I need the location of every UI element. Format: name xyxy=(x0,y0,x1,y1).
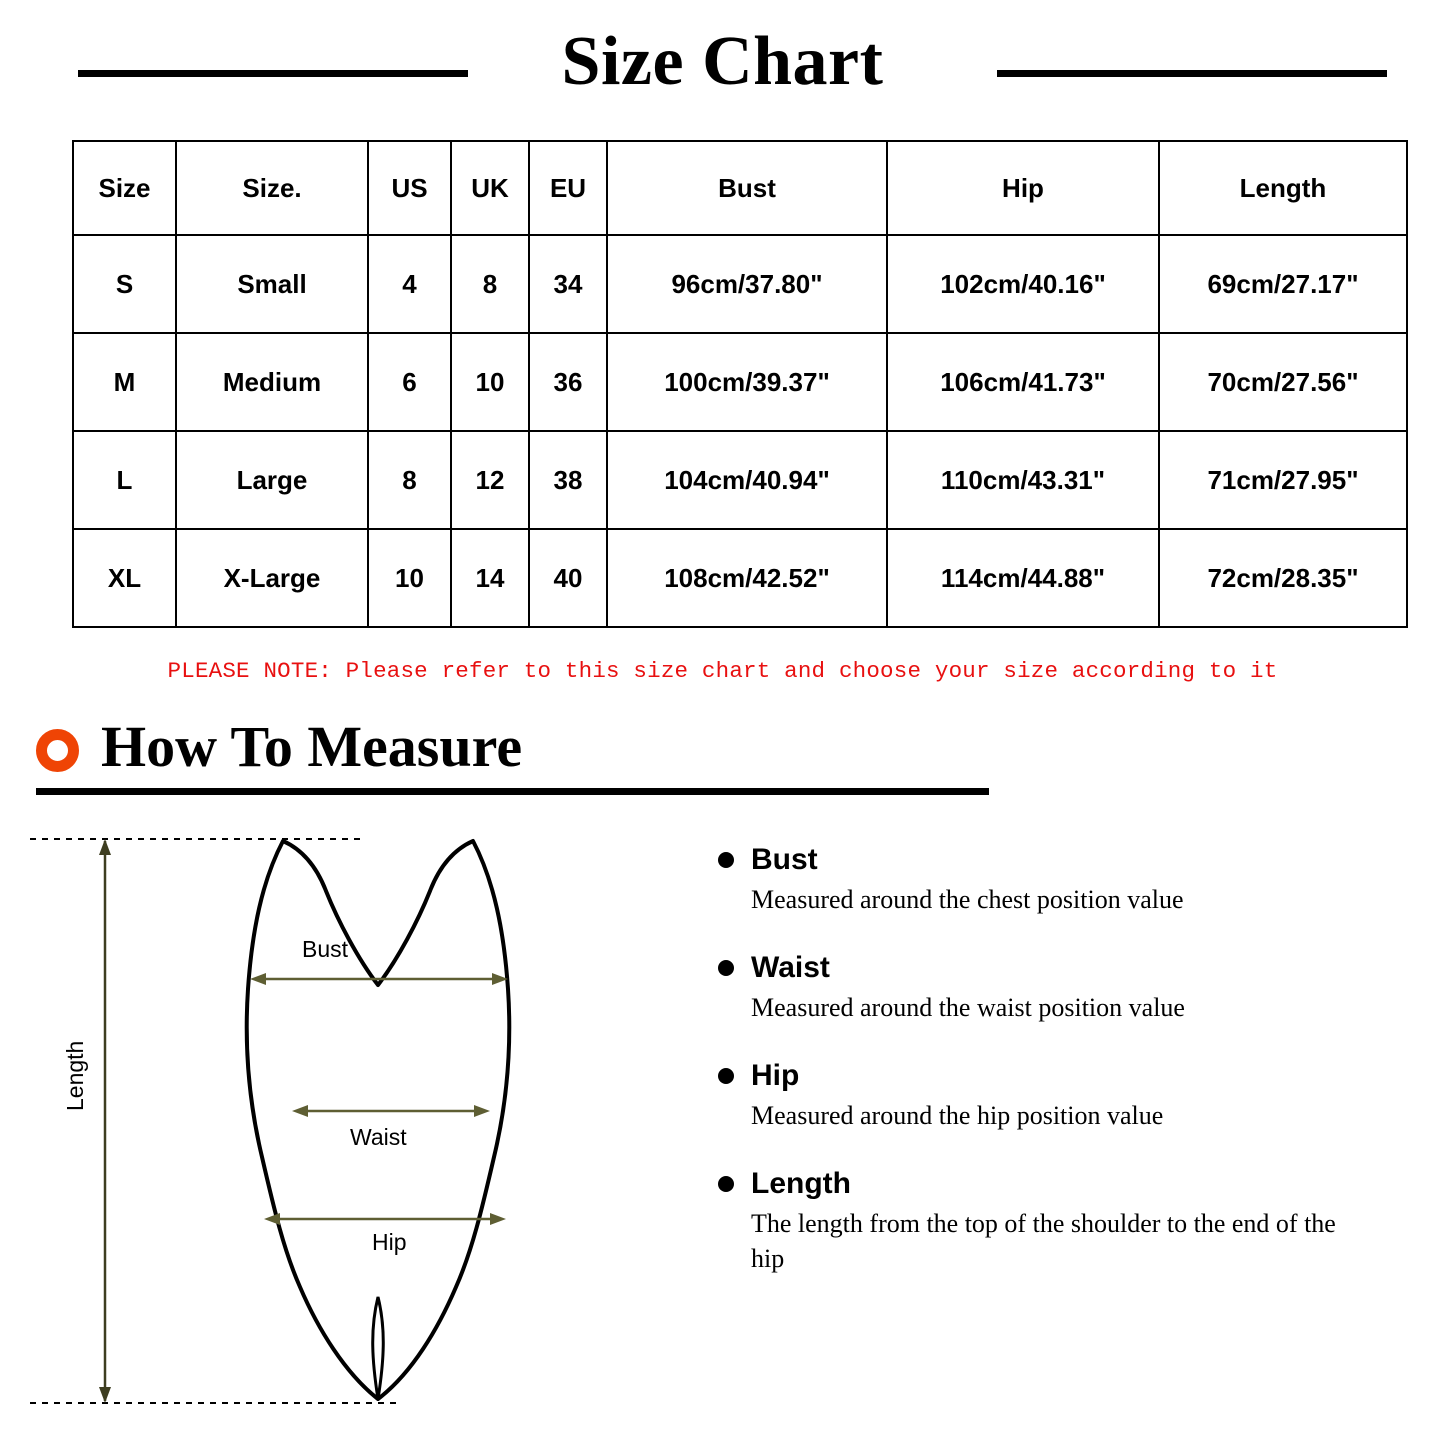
cell-us: 6 xyxy=(368,333,451,431)
column-header-eu: EU xyxy=(529,141,607,235)
cell-size: XL xyxy=(73,529,176,627)
diagram-label-length: Length xyxy=(62,1040,88,1111)
cell-length: 71cm/27.95" xyxy=(1159,431,1407,529)
list-item xyxy=(718,951,1445,1025)
cell-us: 10 xyxy=(368,529,451,627)
list-item xyxy=(718,1167,1445,1276)
column-header-hip: Hip xyxy=(887,141,1159,235)
bullet-dot-icon xyxy=(718,852,734,868)
bullet-dot-icon xyxy=(718,960,734,976)
column-header-sizename: Size. xyxy=(176,141,368,235)
cell-us: 8 xyxy=(368,431,451,529)
size-chart-note: PLEASE NOTE: Please refer to this size chart and choose your size according to it xyxy=(167,658,1278,684)
cell-eu: 36 xyxy=(529,333,607,431)
cell-eu: 38 xyxy=(529,431,607,529)
table-header-row xyxy=(73,141,1407,235)
cell-size: L xyxy=(73,431,176,529)
header-rule-right xyxy=(997,70,1387,77)
table-row xyxy=(73,333,1407,431)
measure-title-waist: Waist xyxy=(751,951,830,985)
cell-bust: 108cm/42.52" xyxy=(607,529,887,627)
diagram-label-waist: Waist xyxy=(350,1124,407,1150)
cell-length: 70cm/27.56" xyxy=(1159,333,1407,431)
cell-sizename: Medium xyxy=(176,333,368,431)
swimsuit-illustration-svg xyxy=(0,821,700,1421)
table-row xyxy=(73,431,1407,529)
table-row xyxy=(73,529,1407,627)
measure-desc-bust: Measured around the chest position value xyxy=(751,885,1184,914)
cell-sizename: X-Large xyxy=(176,529,368,627)
page-header xyxy=(0,0,1445,118)
measure-content xyxy=(0,821,1445,1421)
column-header-size: Size xyxy=(73,141,176,235)
garment-diagram xyxy=(0,821,700,1421)
cell-uk: 10 xyxy=(451,333,529,431)
diagram-label-hip: Hip xyxy=(372,1229,407,1255)
cell-size: S xyxy=(73,235,176,333)
cell-eu: 40 xyxy=(529,529,607,627)
cell-eu: 34 xyxy=(529,235,607,333)
cell-uk: 12 xyxy=(451,431,529,529)
list-item xyxy=(718,843,1445,917)
size-chart-table xyxy=(72,140,1408,628)
how-to-measure-section xyxy=(0,714,1445,795)
measure-title-length: Length xyxy=(751,1167,851,1201)
bullet-dot-icon xyxy=(718,1068,734,1084)
measure-definitions-list xyxy=(700,821,1445,1421)
ring-bullet-icon xyxy=(36,729,79,772)
page-title: Size Chart xyxy=(540,27,906,97)
list-item xyxy=(718,1059,1445,1133)
bullet-dot-icon xyxy=(718,1176,734,1192)
cell-length: 72cm/28.35" xyxy=(1159,529,1407,627)
diagram-label-bust: Bust xyxy=(302,936,349,962)
measure-title-hip: Hip xyxy=(751,1059,800,1093)
cell-hip: 106cm/41.73" xyxy=(887,333,1159,431)
cell-sizename: Large xyxy=(176,431,368,529)
column-header-uk: UK xyxy=(451,141,529,235)
cell-bust: 100cm/39.37" xyxy=(607,333,887,431)
cell-size: M xyxy=(73,333,176,431)
table-row xyxy=(73,235,1407,333)
measure-title-bust: Bust xyxy=(751,843,818,876)
column-header-us: US xyxy=(368,141,451,235)
column-header-bust: Bust xyxy=(607,141,887,235)
measure-desc-length: The length from the top of the shoulder to the end of the hip xyxy=(751,1209,1336,1274)
how-to-measure-rule xyxy=(36,788,989,795)
cell-hip: 110cm/43.31" xyxy=(887,431,1159,529)
cell-us: 4 xyxy=(368,235,451,333)
measure-desc-hip: Measured around the hip position value xyxy=(751,1101,1164,1131)
header-rule-left xyxy=(78,70,468,77)
cell-uk: 8 xyxy=(451,235,529,333)
measure-desc-waist: Measured around the waist position value xyxy=(751,993,1185,1023)
size-chart-table-wrap xyxy=(72,140,1375,628)
cell-length: 69cm/27.17" xyxy=(1159,235,1407,333)
cell-bust: 104cm/40.94" xyxy=(607,431,887,529)
cell-hip: 114cm/44.88" xyxy=(887,529,1159,627)
cell-sizename: Small xyxy=(176,235,368,333)
cell-uk: 14 xyxy=(451,529,529,627)
column-header-length: Length xyxy=(1159,141,1407,235)
cell-bust: 96cm/37.80" xyxy=(607,235,887,333)
how-to-measure-title: How To Measure xyxy=(101,714,523,779)
cell-hip: 102cm/40.16" xyxy=(887,235,1159,333)
